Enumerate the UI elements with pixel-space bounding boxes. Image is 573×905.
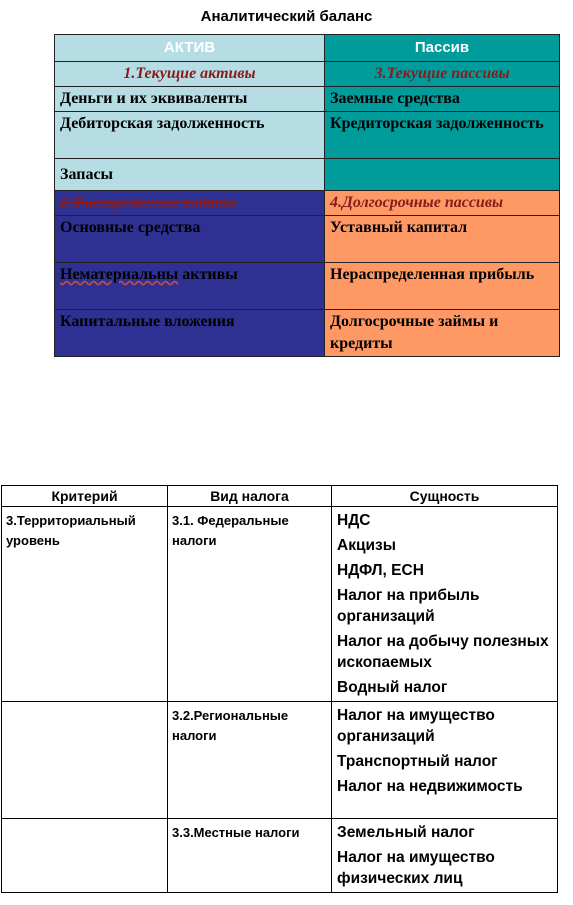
- asset-item: [55, 263, 325, 310]
- tax-essence-list: [332, 507, 558, 702]
- balance-row: [55, 62, 560, 87]
- analytical-balance-table: [54, 34, 560, 357]
- long-term-liabilities-heading: 4.Долгосрочные пассивы: [325, 191, 560, 216]
- liability-item: Нераспределенная прибыль: [325, 263, 560, 310]
- tax-item: Налог на добычу полезных ископаемых: [337, 633, 549, 671]
- balance-row: [55, 112, 560, 159]
- kind-header: Вид налога: [168, 486, 332, 507]
- balance-header-row: [55, 35, 560, 62]
- spellcheck-word: Нематериальны: [60, 266, 179, 283]
- tax-essence-list: [332, 702, 558, 819]
- tax-item: Налог на имущество организаций: [337, 707, 495, 745]
- tax-group-row: [2, 819, 558, 893]
- tax-item: НДС: [337, 512, 371, 529]
- tax-group-row: [2, 507, 558, 702]
- liability-item: [325, 159, 560, 191]
- balance-row: [55, 159, 560, 191]
- balance-row: [55, 191, 560, 216]
- liability-item: Долгосрочные займы и кредиты: [325, 310, 560, 357]
- tax-kind: 3.1. Федеральные налоги: [168, 507, 332, 702]
- criterion-cell-empty: [2, 819, 168, 893]
- tax-item: НДФЛ, ЕСН: [337, 562, 424, 579]
- tax-classification-table: [1, 485, 558, 893]
- criterion-cell-empty: [2, 702, 168, 819]
- liability-item: Кредиторская задолженность: [325, 112, 560, 159]
- liability-item: Уставный капитал: [325, 216, 560, 263]
- balance-row: [55, 216, 560, 263]
- tax-item: Акцизы: [337, 537, 396, 554]
- tax-item: Налог на имущество физических лиц: [337, 849, 495, 887]
- current-liabilities-heading: 3.Текущие пассивы: [325, 62, 560, 87]
- tax-header-row: [2, 486, 558, 507]
- balance-row: [55, 87, 560, 112]
- assets-header: АКТИВ: [55, 35, 325, 62]
- tax-item: Транспортный налог: [337, 753, 498, 770]
- asset-item: Капитальные вложения: [55, 310, 325, 357]
- criterion-cell: 3.Территориальный уровень: [2, 507, 168, 702]
- criterion-header: Критерий: [2, 486, 168, 507]
- current-assets-heading: 1.Текущие активы: [55, 62, 325, 87]
- tax-kind: 3.2.Региональные налоги: [168, 702, 332, 819]
- asset-item: Дебиторская задолженность: [55, 112, 325, 159]
- essence-header: Сущность: [332, 486, 558, 507]
- tax-kind: 3.3.Местные налоги: [168, 819, 332, 893]
- balance-row: [55, 263, 560, 310]
- tax-item: Земельный налог: [337, 824, 475, 841]
- liability-item: Заемные средства: [325, 87, 560, 112]
- tax-item: Налог на недвижимость: [337, 778, 523, 795]
- tax-essence-list: [332, 819, 558, 893]
- tax-item: Налог на прибыль организаций: [337, 587, 480, 625]
- tax-group-row: [2, 702, 558, 819]
- asset-item-rest: активы: [178, 266, 238, 283]
- fixed-assets-heading: 2.Фиксированные активы: [55, 191, 325, 216]
- asset-item: Основные средства: [55, 216, 325, 263]
- liabilities-header: Пассив: [325, 35, 560, 62]
- balance-title: Аналитический баланс: [200, 8, 373, 25]
- asset-item: Деньги и их эквиваленты: [55, 87, 325, 112]
- asset-item: Запасы: [55, 159, 325, 191]
- tax-item: Водный налог: [337, 679, 448, 696]
- balance-row: [55, 310, 560, 357]
